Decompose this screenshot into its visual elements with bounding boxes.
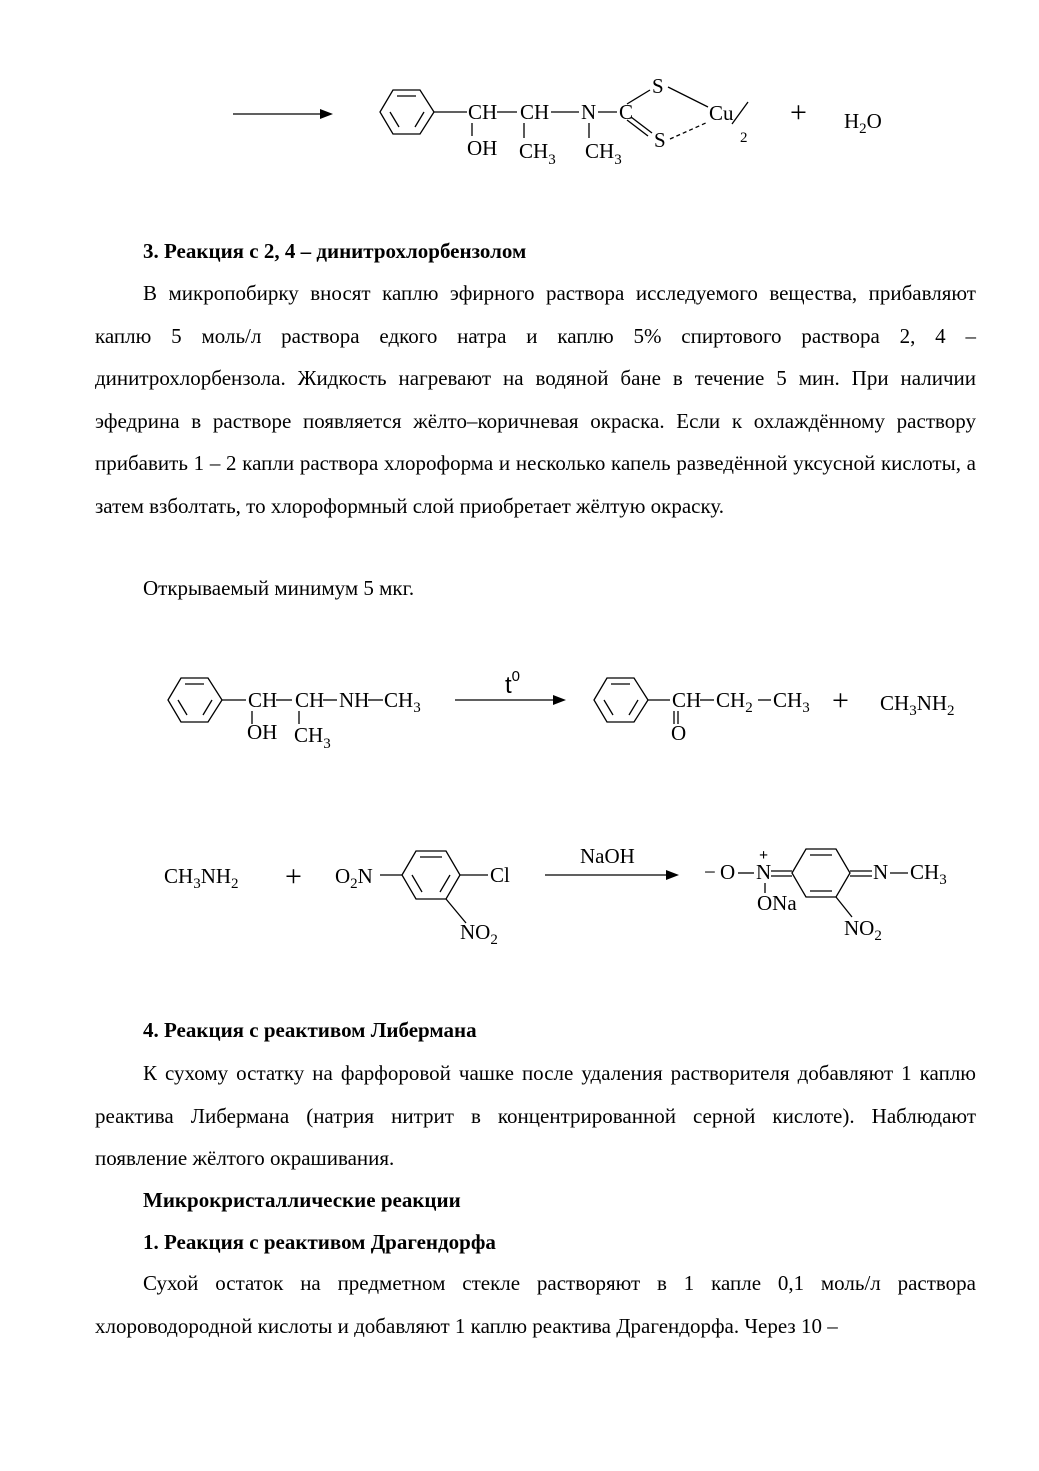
- section-4-paragraph: К сухому остатку на фарфоровой чашке после удаления растворителя добавляют 1 каплю реактива Либермана (натрия нитрит в концентрированной серной кислоте). Наблюдают появление жёлтого окрашивания.: [95, 1061, 976, 1170]
- plus-sign: +: [790, 96, 807, 129]
- micro-heading: Микрокристаллические реакции: [143, 1188, 461, 1212]
- oh-group: OH: [247, 720, 278, 744]
- nitro-group: $NO_2$: [460, 920, 498, 948]
- reaction-scheme-2: [0, 660, 1039, 760]
- oh-group: OH: [467, 136, 498, 160]
- chlorine-atom: Cl: [490, 863, 510, 887]
- ch-group: CH: [468, 100, 498, 124]
- benzene-ring: [380, 90, 434, 134]
- methyl-group: $CH_3$: [773, 688, 810, 716]
- water-formula: $H_2O$: [844, 109, 882, 137]
- methyl-group: $CH_3$: [910, 860, 947, 888]
- section-3-paragraph: В микропобирку вносят каплю эфирного раствора исследуемого вещества, прибавляют каплю 5 моль/л раствора едкого натра и каплю 5% спиртового раствора 2, 4 – динитрохлорбензола. Жидкость нагревают на водяной бане в течение 5 мин. При наличии эфедрина в растворе появляется жёлто–коричневая окраска. Если к охлаждённому раствору прибавить 1 – 2 капли раствора хлороформа и несколько капель разведённой уксусной кислоты, а затем взболтать, то хлороформный слой приобретает жёлтую окраску.: [95, 281, 976, 518]
- stoichiometry: 2: [740, 130, 748, 146]
- oxygen-atom: O: [671, 721, 687, 745]
- arrow-label: $t^0$: [505, 668, 521, 699]
- reaction-arrow-head: [666, 870, 679, 880]
- sulfur-atom: S: [652, 74, 664, 98]
- sulfur-atom: S: [654, 128, 666, 152]
- methylamine-formula: $CH_3NH_2$: [164, 864, 239, 892]
- reaction-scheme-1: [0, 60, 1039, 190]
- carbon-atom: C: [619, 100, 634, 124]
- nitrogen-atom: N: [873, 860, 889, 884]
- nh-group: NH: [339, 688, 370, 712]
- ch-group: CH: [295, 688, 325, 712]
- benzene-ring: [402, 851, 460, 899]
- bond: [627, 90, 650, 104]
- benzene-ring: [168, 678, 222, 722]
- plus-sign: +: [285, 860, 302, 893]
- arrow-label: NaOH: [580, 844, 635, 868]
- nitrogen-atom: N: [756, 860, 772, 884]
- bond: [836, 897, 852, 917]
- section-4-heading: 4. Реакция с реактивом Либермана: [143, 1018, 477, 1042]
- reaction-arrow-head: [553, 695, 566, 705]
- coordination-bond: [668, 87, 708, 107]
- copper-atom: Cu: [709, 101, 734, 125]
- plus-charge: +: [759, 847, 769, 864]
- ch-group: CH: [520, 100, 550, 124]
- ch-group: CH: [248, 688, 278, 712]
- nitro-group: $O_2N$: [335, 864, 373, 892]
- micro-sub-heading: 1. Реакция с реактивом Драгендорфа: [143, 1230, 496, 1254]
- ch2-group: $CH_2$: [716, 688, 753, 716]
- plus-sign: +: [832, 684, 849, 717]
- methyl-group: $CH_3$: [384, 688, 421, 716]
- benzene-ring: [594, 678, 648, 722]
- oxygen-atom: O: [720, 860, 736, 884]
- micro-paragraph: Сухой остаток на предметном стекле растворяют в 1 капле 0,1 моль/л раствора хлороводородной кислоты и добавляют 1 каплю реактива Драгендорфа. Через 10 –: [95, 1271, 976, 1338]
- ch-group: CH: [672, 688, 702, 712]
- methyl-group: $CH_3$: [519, 139, 556, 168]
- methyl-group: $CH_3$: [585, 139, 622, 168]
- detection-minimum: Открываемый минимум 5 мкг.: [143, 576, 415, 600]
- slash: [732, 102, 748, 124]
- section-3-heading: 3. Реакция с 2, 4 – динитрохлорбензолом: [143, 239, 527, 263]
- reaction-arrow-head: [320, 109, 333, 119]
- reaction-scheme-3: [0, 835, 1039, 955]
- minus-sign: −: [704, 860, 716, 884]
- nitro-group: $NO_2$: [844, 916, 882, 944]
- quinoid-ring: [792, 849, 850, 897]
- nitrogen-atom: N: [581, 100, 597, 124]
- coordination-bond: [670, 122, 708, 139]
- methyl-group: $CH_3$: [294, 723, 331, 752]
- methylamine-formula: $CH_3NH_2$: [880, 691, 955, 719]
- ona-group: ONa: [757, 891, 797, 915]
